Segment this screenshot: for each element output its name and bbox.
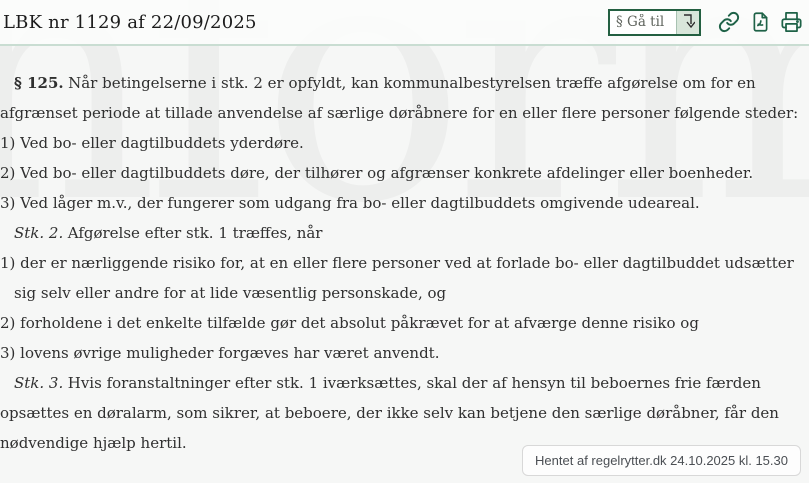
list-item-text: 2) Ved bo- eller dagtilbuddets døre, der tilhører og afgrænser konkrete afdelinger eller boenheder. [0,164,754,182]
copy-link-button[interactable] [717,10,741,34]
paragraph-text: Hvis foranstaltninger efter stk. 1 iværksættes, skal der af hensyn til beboernes frie færden opsættes en døralarm, som sikrer, at beboere, der ikke selv kan betjene den særlige døråbner, får den nødvendige hjælp hertil. [0,374,779,452]
paragraph-text: Afgørelse efter stk. 1 træffes, når [67,224,323,242]
header-controls [608,9,803,36]
page-title: LBK nr 1129 af 22/09/2025 [3,11,257,33]
list-item [0,128,809,158]
retrieval-stamp: Hentet af regelrytter.dk 24.10.2025 kl. 15.30 [522,445,801,476]
list-item [0,158,809,188]
pdf-download-button[interactable] [748,10,772,34]
list-item-text: 3) lovens øvrige muligheder forgæves har været anvendt. [0,344,440,362]
list-item [0,338,809,368]
paragraph-number: § 125. [14,74,64,92]
list-item-text: 2) forholdene i det enkelte tilfælde gør det absolut påkrævet for at afværge denne risiko og [0,314,699,332]
goto-paragraph-input[interactable] [610,11,676,34]
goto-paragraph-group [608,9,701,36]
list-item-text: 3) Ved låger m.v., der fungerer som udgang fra bo- eller dagtilbuddets omgivende udeareal. [0,194,700,212]
list-item [0,248,809,308]
print-button[interactable] [779,10,803,34]
list-item [0,308,809,338]
list-item [0,188,809,218]
down-hook-arrow-icon [681,13,695,32]
list-item-text: 1) der er nærliggende risiko for, at en eller flere personer ved at forlade bo- eller dagtilbuddet udsætter sig selv eller andre for at lide væsentlig personskade, og [0,254,794,302]
list-item-text: 1) Ved bo- eller dagtilbuddets yderdøre. [0,134,304,152]
stk-label: Stk. 3. [14,374,64,392]
printer-icon [780,11,803,33]
document-header [0,0,809,46]
paragraph-text: Når betingelserne i stk. 2 er opfyldt, kan kommunalbestyrelsen træffe afgørelse om for en afgrænset periode at tillade anvendelse af særlige døråbnere for en eller flere personer følgende steder: [0,74,799,122]
document-text [0,46,809,458]
pdf-icon [750,11,771,33]
paragraph-125 [0,68,809,128]
paragraph-stk2 [0,218,809,248]
stk-label: Stk. 2. [14,224,64,242]
link-icon [718,11,740,33]
goto-submit-button[interactable] [676,11,699,34]
